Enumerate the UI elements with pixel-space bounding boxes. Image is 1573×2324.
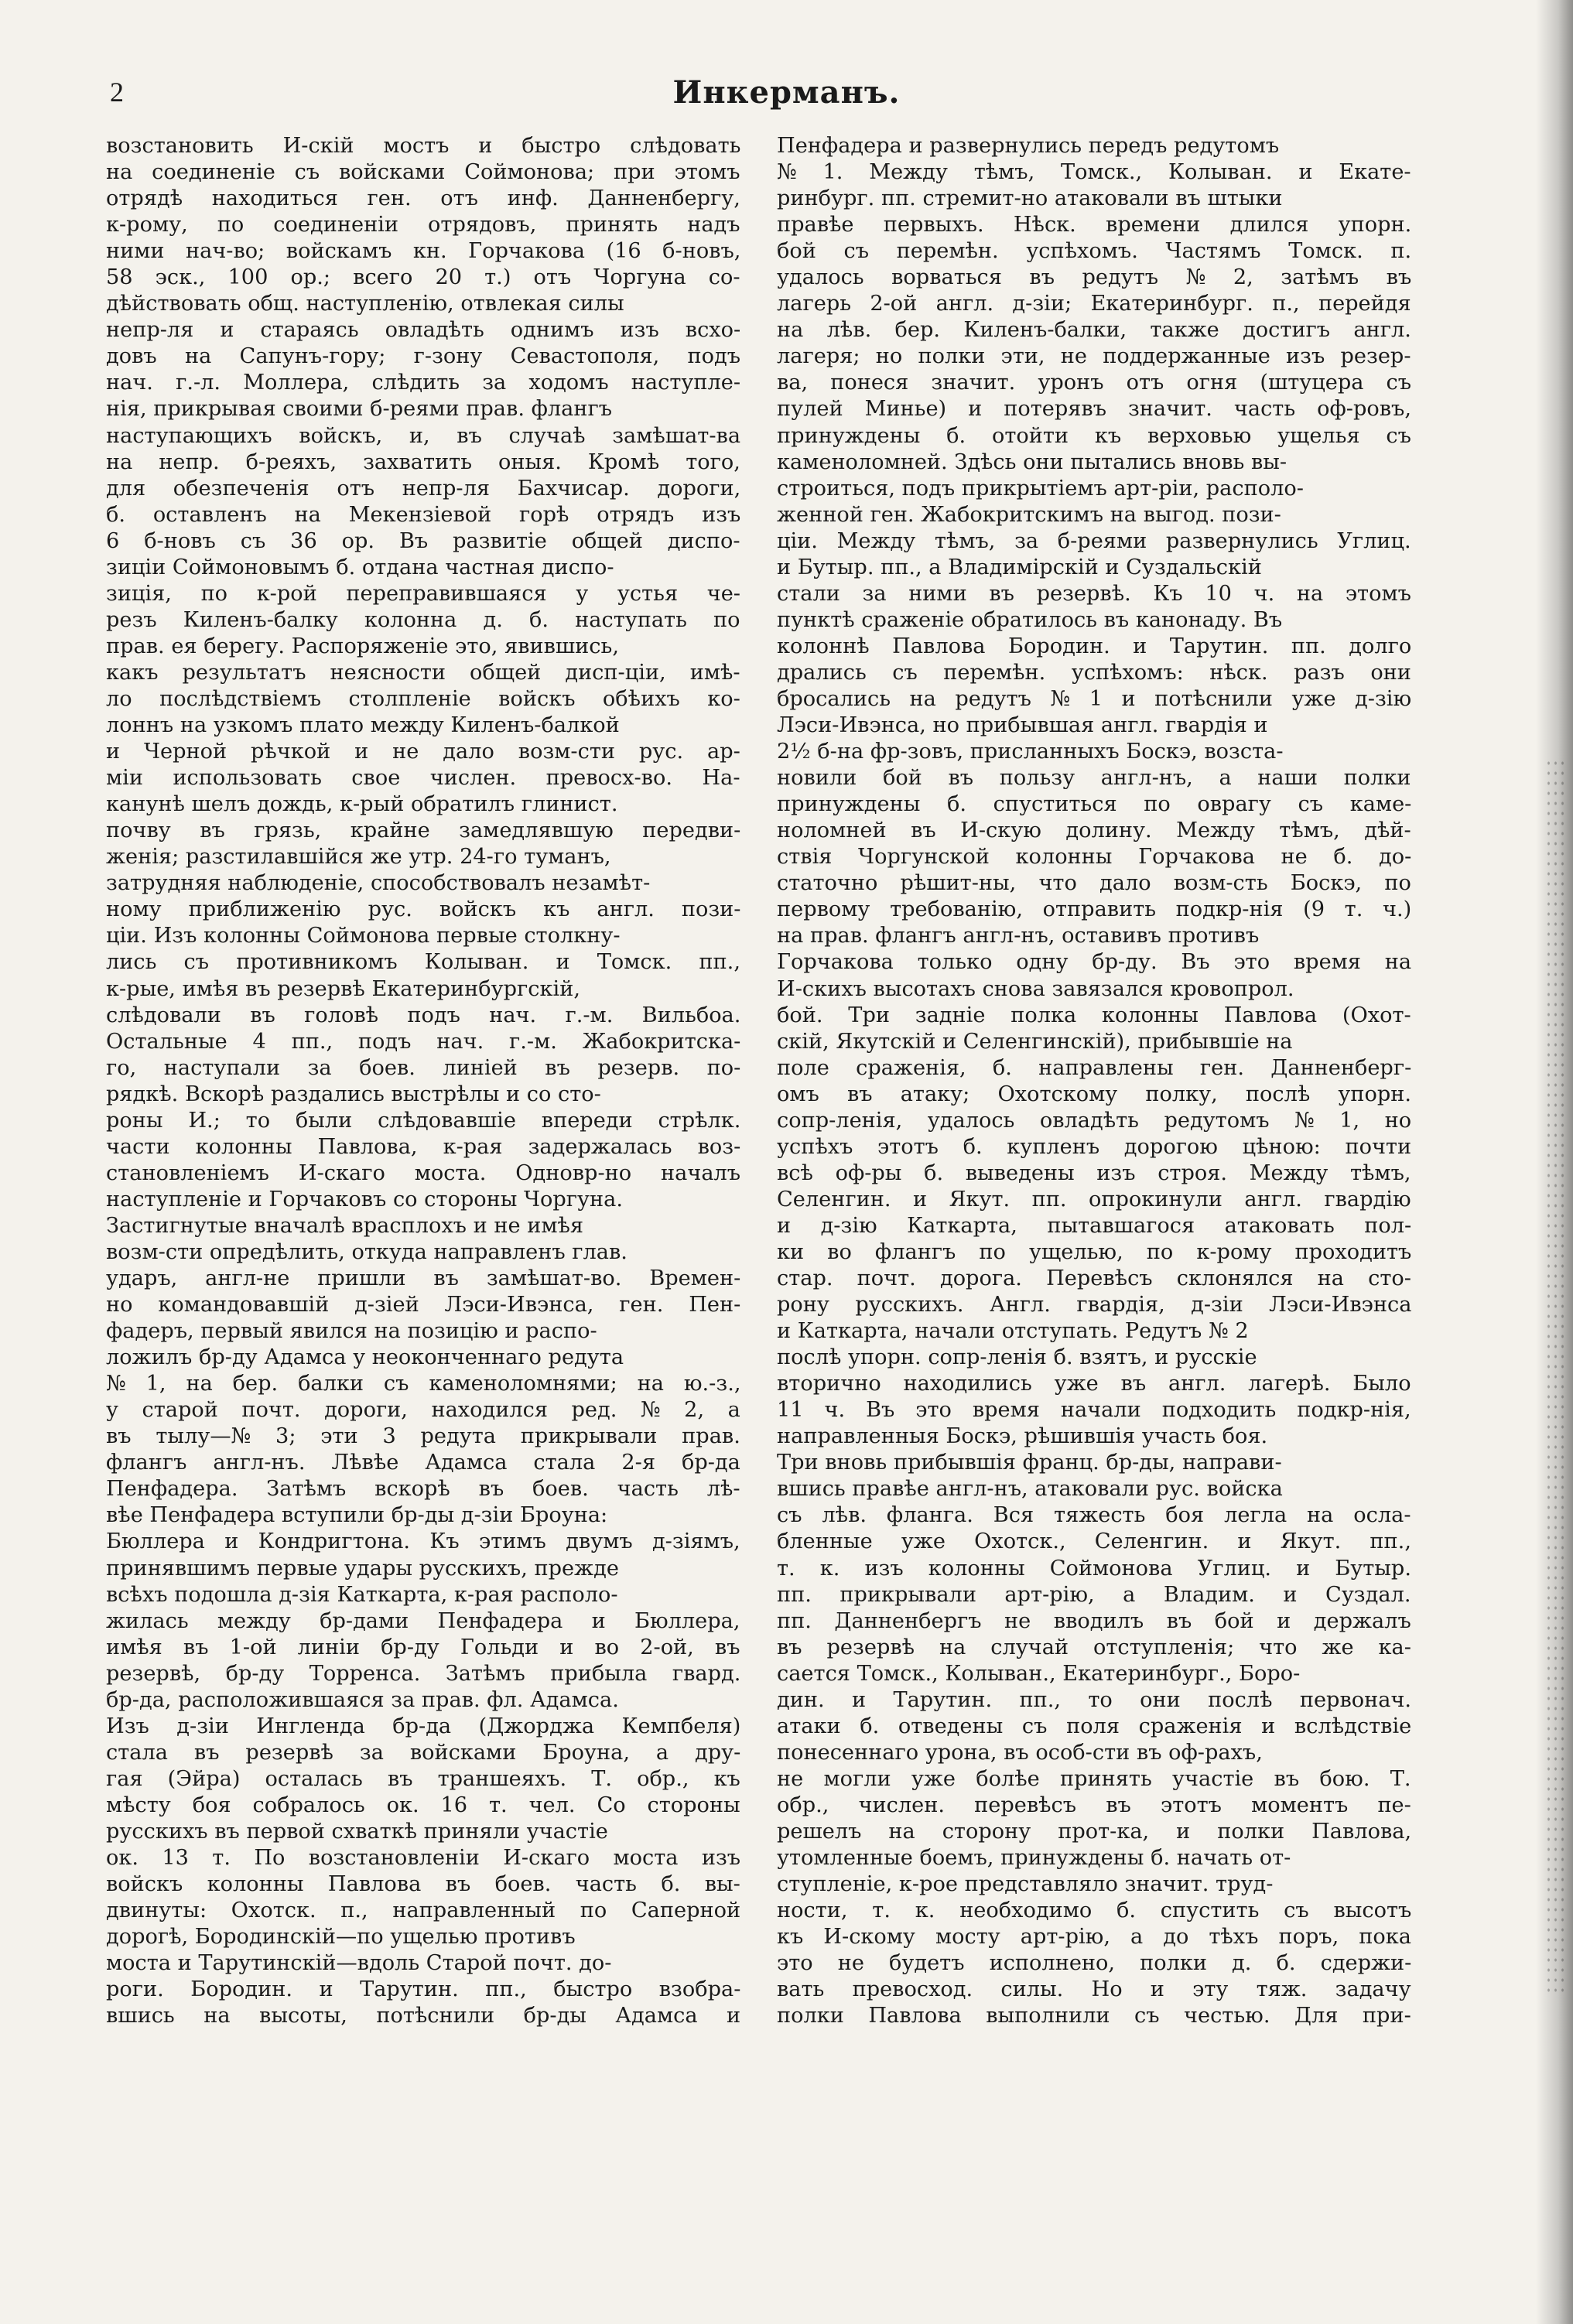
text-line: ступленіе, к-рое представляло значит. труд- [777,1872,1274,1897]
text-line: съ лѣв. фланга. Вся тяжесть боя легла на осла- [777,1503,1411,1528]
text-line: пунктѣ сраженіе обратилось въ канонаду. Въ [777,607,1283,632]
text-line: нія, прикрывая своими б-реями прав. флангъ [106,397,613,422]
text-line: это не будетъ исполнено, полки д. б. сдержи- [777,1951,1411,1976]
text-line: стар. почт. дорога. Перевѣсъ склонялся на сто- [777,1266,1411,1291]
text-line: И-скихъ высотахъ снова завязался кровопрол. [777,976,1294,1001]
text-line: у старой почт. дороги, находился ред. № 2, а [106,1398,740,1423]
text-line: лагерь 2-ой англ. д-зіи; Екатеринбург. п., перейдя [777,292,1411,316]
text-line: моста и Тарутинскій—вдоль Старой почт. до- [106,1951,612,1976]
text-line: не могли уже болѣе принять участіе въ бою. Т. [777,1766,1411,1791]
text-line: слѣдовали въ головѣ подъ нач. г.-м. Вильбоа. [106,1003,740,1027]
text-line: ок. 13 т. По возстановленіи И-скаго моста изъ [106,1846,740,1871]
text-line: ціи. Изъ колонны Соймонова первые столкну- [106,924,621,948]
text-line: вать превосход. силы. Но и эту тяж. задачу [777,1977,1411,2002]
text-line: затрудняя наблюденіе, способствовалъ незамѣт- [106,871,651,896]
text-line: утомленные боемъ, принуждены б. начать от- [777,1846,1291,1871]
text-line: вшись на высоты, потѣснили бр-ды Адамса и [106,2004,740,2028]
text-line: ствія Чоргунской колонны Горчакова не б. до- [777,845,1411,870]
text-line: на прав. флангъ англ-нъ, оставивъ противъ [777,924,1260,948]
text-line: к-рые, имѣя въ резервѣ Екатеринбургскій, [106,976,580,1001]
text-line: ноломней въ И-скую долину. Между тѣмъ, дѣй- [777,819,1411,843]
text-line: к-рому, по соединеніи отрядовъ, принять надъ [106,213,740,238]
text-line: первому требованію, отправить подкр-нія (9 т. ч.) [777,897,1411,922]
text-line: принуждены б. спуститься по оврагу съ каме- [777,792,1411,817]
text-line: поле сраженія, б. направлены ген. Данненберг- [777,1055,1411,1080]
text-line: атаки б. отведены съ поля сраженія и вслѣдствіе [777,1714,1411,1738]
text-line: послѣ упорн. сопр-ленія б. взятъ, и русскіе [777,1345,1257,1370]
text-line: Изъ д-зіи Ингленда бр-да (Джорджа Кемпбеля) [106,1714,740,1738]
text-line: и Черной рѣчкой и не дало возм-сти рус. ар- [106,740,740,764]
text-line: прав. ея берегу. Распоряженіе это, явившись, [106,634,619,658]
text-line: бросались на редутъ № 1 и потѣснили уже д-зію [777,686,1411,711]
page-number: 2 [110,77,124,108]
text-line: Лэси-Ивэнса, но прибывшая англ. гвардія и [777,713,1268,738]
text-line: пулей Минье) и потерявъ значит. часть оф-ровъ, [777,397,1411,422]
text-line: новили бой въ пользу англ-нъ, а наши полки [777,766,1411,791]
text-line: каменоломней. Здѣсь они пытались вновь вы- [777,449,1287,474]
text-line: и Бутыр. пп., а Владимірскій и Суздальскій [777,555,1262,579]
text-line: вшись правѣе англ-нъ, атаковали рус. войска [777,1477,1283,1502]
text-line: мѣсту боя собралось ок. 16 т. чел. Со стороны [106,1793,740,1817]
text-line: 2½ б-на фр-зовъ, присланныхъ Боскэ, возста- [777,740,1284,764]
text-line: міи использовать свое числен. превосх-во. На- [106,766,740,791]
text-line: дин. и Тарутин. пп., то они послѣ первонач. [777,1687,1411,1712]
text-line: въ резервѣ на случай отступленія; что же ка- [777,1635,1411,1659]
text-line: бой съ перемѣн. успѣхомъ. Частямъ Томск. п. [777,239,1411,264]
text-line: понесеннаго урона, въ особ-сти въ оф-рахъ, [777,1740,1263,1765]
text-line: рядкѣ. Вскорѣ раздались выстрѣлы и со сто- [106,1082,601,1106]
text-line: удалось ворваться въ редутъ № 2, затѣмъ въ [777,265,1411,290]
text-line: Пенфадера и развернулись передъ редутомъ [777,134,1280,158]
text-line: ки во флангъ по ущелью, по к-рому проходитъ [777,1239,1411,1264]
text-line: 6 б-новъ съ 36 ор. Въ развитіе общей диспо- [106,528,740,553]
text-line: ло послѣдствіемъ столпленіе войскъ обѣихъ ко- [106,686,740,711]
text-line: и д-зію Каткарта, пытавшагося атаковать пол- [777,1213,1411,1238]
text-line: бленные уже Охотск., Селенгин. и Якут. пп., [777,1529,1411,1554]
text-line: канунѣ шелъ дождь, к-рый обратилъ глинист. [106,792,618,817]
text-line: становленіемъ И-скаго моста. Одновр-но началъ [106,1160,740,1185]
text-line: дѣйствовать общ. наступленію, отвлекая силы [106,292,624,316]
text-line: ударъ, англ-не пришли въ замѣшат-во. Времен- [106,1266,740,1291]
text-line: имѣя въ 1-ой линіи бр-ду Гольди и во 2-ой, въ [106,1635,740,1659]
text-line: решелъ на сторону прот-ка, и полки Павлова, [777,1820,1411,1844]
text-line: дорогѣ, Бородинскій—по ущелью противъ [106,1925,576,1950]
text-line: въ тылу—№ 3; эти 3 редута прикрывали прав. [106,1424,740,1449]
text-line: непр-ля и стараясь овладѣть однимъ изъ всхо- [106,318,740,343]
text-line: но командовавшій д-зіей Лэси-Ивэнса, ген. Пен- [106,1293,740,1318]
text-line: женія; разстилавшійся же утр. 24-го туманъ, [106,845,611,870]
text-line: статочно рѣшит-ны, что дало возм-сть Боскэ, по [777,871,1411,896]
text-line: ному приближенію рус. войскъ къ англ. пози- [106,897,740,922]
text-line: омъ въ атаку; Охотскому полку, послѣ упорн. [777,1082,1411,1106]
text-line: войскъ колонны Павлова въ боев. часть б. вы- [106,1872,740,1897]
text-line: Застигнутые вначалѣ врасплохъ и не имѣя [106,1213,584,1238]
text-line: 58 эск., 100 ор.; всего 20 т.) отъ Чоргуна со- [106,265,740,290]
text-line: ними нач-во; войскамъ кн. Горчакова (16 б-новъ, [106,239,740,264]
text-line: ринбург. пп. стремит-но атаковали въ штыки [777,186,1283,211]
text-line: успѣхъ этотъ б. купленъ дорогою цѣною: почти [777,1134,1411,1159]
text-line: лись съ противникомъ Колыван. и Томск. пп., [106,950,740,975]
text-line: возм-сти опредѣлить, откуда направленъ глав. [106,1239,627,1264]
text-line: наступленіе и Горчаковъ со стороны Чоргуна. [106,1187,623,1212]
text-line: всѣхъ подошла д-зія Каткарта, к-рая располо- [106,1582,618,1607]
text-line: го, наступали за боев. линіей въ резерв. по- [106,1055,740,1080]
text-line: Горчакова только одну бр-ду. Въ это время на [777,950,1411,975]
text-line: ности, т. к. необходимо б. спустить съ высотъ [777,1899,1411,1923]
text-line: Пенфадера. Затѣмъ вскорѣ въ боев. часть лѣ- [106,1477,740,1502]
text-line: пп. Данненбергъ не вводилъ въ бой и держалъ [777,1608,1411,1633]
text-line: части колонны Павлова, к-рая задержалась воз- [106,1134,740,1159]
text-line: бой. Три задніе полка колонны Павлова (Охот- [777,1003,1411,1027]
text-column-left [106,133,740,2253]
text-line: скій, Якутскій и Селенгинскій), прибывшіе на [777,1029,1293,1054]
text-line: на соединеніе съ войсками Соймонова; при этомъ [106,160,740,185]
text-line: направленныя Боскэ, рѣшившія участь боя. [777,1424,1268,1449]
text-line: лагеря; но полки эти, не поддержанные изъ резер- [777,344,1411,369]
text-line: гая (Эйра) осталась въ траншеяхъ. Т. обр., къ [106,1766,740,1791]
text-line: № 1, на бер. балки съ каменоломнями; на ю.-з., [106,1372,740,1396]
text-line: какъ результатъ неясности общей дисп-ціи, имѣ- [106,660,740,685]
text-column-right [777,133,1411,2253]
text-line: строиться, подъ прикрытіемъ арт-ріи, располо- [777,476,1304,501]
text-line: дрались съ перемѣн. успѣхомъ: нѣск. разъ они [777,660,1411,685]
text-line: обр., числен. перевѣсъ въ этотъ моментъ пе- [777,1793,1411,1817]
text-line: Селенгин. и Якут. пп. опрокинули англ. гвардію [777,1187,1411,1212]
text-line: флангъ англ-нъ. Лѣвѣе Адамса стала 2-я бр-да [106,1451,740,1475]
text-line: для обезпеченія отъ непр-ля Бахчисар. дороги, [106,476,740,501]
text-line: и Каткарта, начали отступать. Редутъ № 2 [777,1319,1249,1344]
text-line: полки Павлова выполнили съ честью. Для при- [777,2004,1411,2028]
text-line: рону русскихъ. Англ. гвардія, д-зіи Лэси-Ивэнса [777,1293,1411,1318]
text-line: правѣе первыхъ. Нѣск. времени длился упорн. [777,213,1411,238]
text-line: роны И.; то были слѣдовавшіе впереди стрѣлк. [106,1108,740,1133]
text-line: зиція, по к-рой переправившаяся у устья че- [106,581,740,606]
text-line: роги. Бородин. и Тарутин. пп., быстро взобра- [106,1977,740,2002]
scan-edge-noise [1545,758,1568,1996]
text-line: фадеръ, первый явился на позицію и распо- [106,1319,597,1344]
text-line: ложилъ бр-ду Адамса у неоконченнаго редута [106,1345,624,1370]
text-line: нач. г.-л. Моллера, слѣдить за ходомъ наступле- [106,371,740,395]
text-line: б. оставленъ на Мекензіевой горѣ отрядъ изъ [106,502,740,527]
text-line: довъ на Сапунъ-гору; г-зону Севастополя, подъ [106,344,740,369]
text-line: № 1. Между тѣмъ, Томск., Колыван. и Екате- [777,160,1411,185]
text-line: принуждены б. отойти къ верховью ущелья съ [777,423,1411,448]
text-line: вѣе Пенфадера вступили бр-ды д-зіи Броуна: [106,1503,608,1528]
text-line: резервѣ, бр-ду Торренса. Затѣмъ прибыла гвард. [106,1661,740,1686]
text-line: т. к. изъ колонны Соймонова Углиц. и Бутыр. [777,1556,1411,1581]
text-line: наступающихъ войскъ, и, въ случаѣ замѣшат-ва [106,423,740,448]
text-line: зиціи Соймоновымъ б. отдана частная диспо- [106,555,614,579]
text-line: стали за ними въ резервѣ. Къ 10 ч. на этомъ [777,581,1411,606]
text-line: возстановить И-скій мостъ и быстро слѣдовать [106,134,740,158]
running-title: Инкерманъ. [672,74,901,111]
text-line: бр-да, расположившаяся за прав. фл. Адамса. [106,1687,619,1712]
text-line: лоннъ на узкомъ плато между Киленъ-балкой [106,713,620,738]
text-line: отрядѣ находиться ген. отъ инф. Данненбергу, [106,186,740,211]
text-line: вторично находились уже въ англ. лагерѣ. Было [777,1372,1411,1396]
text-line: резъ Киленъ-балку колонна д. б. наступать по [106,607,740,632]
text-line: на лѣв. бер. Киленъ-балки, также достигъ англ. [777,318,1411,343]
text-line: сопр-ленія, удалось овладѣть редутомъ № 1, но [777,1108,1411,1133]
text-line: жилась между бр-дами Пенфадера и Бюллера, [106,1608,740,1633]
text-line: двинуты: Охотск. п., направленный по Саперной [106,1899,740,1923]
text-line: Три вновь прибывшія франц. бр-ды, направи- [777,1451,1282,1475]
text-line: Остальные 4 пп., подъ нач. г.-м. Жабокритска- [106,1029,740,1054]
text-line: сается Томск., Колыван., Екатеринбург., Боро- [777,1661,1301,1686]
text-line: стала въ резервѣ за войсками Броуна, а дру- [106,1740,740,1765]
text-line: русскихъ въ первой схваткѣ приняли участіе [106,1820,608,1844]
text-line: колоннѣ Павлова Бородин. и Тарутин. пп. долго [777,634,1411,658]
text-line: почву въ грязь, крайне замедлявшую передви- [106,819,740,843]
text-line: 11 ч. Въ это время начали подходить подкр-нія, [777,1398,1411,1423]
text-line: къ И-скому мосту арт-рію, а до тѣхъ поръ, пока [777,1925,1411,1950]
text-line: ціи. Между тѣмъ, за б-реями развернулись Углиц. [777,528,1411,553]
text-line: женной ген. Жабокритскимъ на выгод. пози- [777,502,1281,527]
text-line: Бюллера и Кондригтона. Къ этимъ двумъ д-зіямъ, [106,1529,740,1554]
text-line: всѣ оф-ры б. выведены изъ строя. Между тѣмъ, [777,1160,1411,1185]
text-line: пп. прикрывали арт-рію, а Владим. и Суздал. [777,1582,1411,1607]
text-line: ва, понеся значит. уронъ отъ огня (штуцера съ [777,371,1411,395]
text-line: на непр. б-реяхъ, захватить оныя. Кромѣ того, [106,449,740,474]
text-line: принявшимъ первые удары русскихъ, прежде [106,1556,619,1581]
